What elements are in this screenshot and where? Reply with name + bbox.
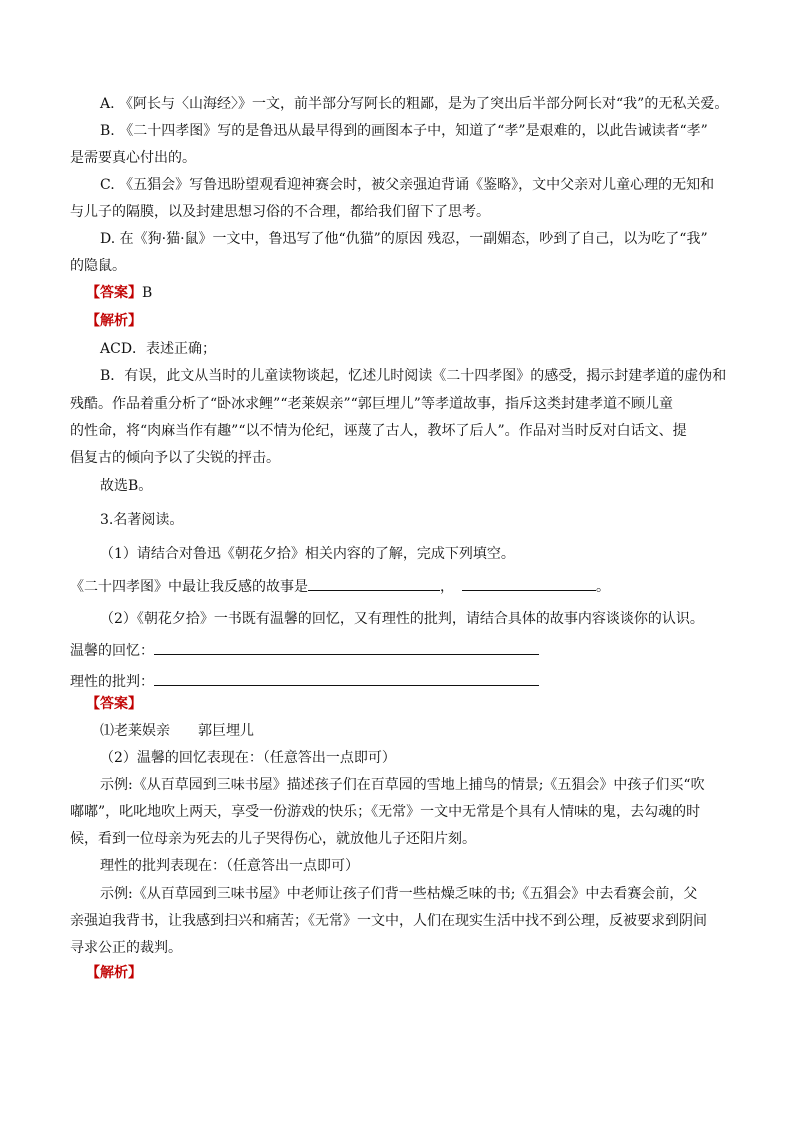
critical-example-line-3: 寻求公正的裁判。 bbox=[70, 940, 182, 956]
warm-memory-label: 温馨的回忆： bbox=[70, 643, 154, 659]
critical-judgment-label: 理性的批判： bbox=[70, 674, 154, 690]
warm-example-line-1: 示例:《从百草园到三味书屋》描述孩子们在百草园的雪地上捕鸟的情景;《五猖会》中孩子们买“吹 bbox=[100, 777, 705, 793]
analysis-tag-2: 【解析】 bbox=[86, 965, 142, 981]
fill-blank-1[interactable] bbox=[308, 576, 440, 591]
option-c-line-1: C. 《五猖会》写鲁迅盼望观看迎神赛会时，被父亲强迫背诵《鉴略》，文中父亲对儿童心理的无知和 bbox=[100, 177, 715, 193]
warm-memory-row bbox=[70, 640, 730, 661]
critical-example-line-1: 示例:《从百草园到三味书屋》中老师让孩子们背一些枯燥乏味的书;《五猖会》中去看赛会前，父 bbox=[100, 886, 698, 902]
question-3-fill-line bbox=[70, 576, 730, 597]
warm-example-line-3: 候，看到一位母亲为死去的儿子哭得伤心，就放他儿子还阳片刻。 bbox=[70, 831, 476, 847]
analysis-line-4: 的性命，将“肉麻当作有趣”“以不情为伦纪，诬蔑了古人，教坏了后人”。作品对当时反对白话文、提 bbox=[70, 423, 687, 439]
analysis-tag: 【解析】 bbox=[86, 313, 142, 329]
fill-comma: ， bbox=[440, 579, 454, 595]
warm-memory-answer-line[interactable] bbox=[154, 640, 539, 655]
option-c-line-2: 与儿子的隔膜，以及封建思想习俗的不合理，都给我们留下了思考。 bbox=[70, 204, 490, 220]
critical-heading: 理性的批判表现在：（任意答出一点即可） bbox=[100, 858, 359, 874]
analysis-conclusion: 故选B。 bbox=[100, 478, 153, 494]
question-3-title: 3.名著阅读。 bbox=[100, 512, 184, 528]
analysis-line-1: ACD．表述正确； bbox=[100, 341, 217, 357]
answer-tag-2: 【答案】 bbox=[86, 696, 142, 712]
answer-tag: 【答案】 bbox=[86, 285, 142, 301]
option-a: A. 《阿长与〈山海经〉》一文，前半部分写阿长的粗鄙，是为了突出后半部分阿长对“我”的无私关爱。 bbox=[100, 96, 729, 112]
option-b-line-2: 是需要真心付出的。 bbox=[70, 150, 196, 166]
analysis-line-2: B．有误，此文从当时的儿童读物谈起，忆述儿时阅读《二十四孝图》的感受，揭示封建孝道的虚伪和 bbox=[100, 368, 727, 384]
critical-judgment-row bbox=[70, 671, 730, 692]
answer-value: B bbox=[142, 285, 153, 301]
option-d-line-1: D. 在《狗·猫·鼠》一文中，鲁迅写了他“仇猫”的原因 残忍，一副媚态，吵到了自己，以为吃了“我” bbox=[100, 231, 708, 247]
option-d-line-2: 的隐鼠。 bbox=[70, 258, 126, 274]
answer-part-2-heading: （2）温馨的回忆表现在：（任意答出一点即可） bbox=[100, 750, 396, 766]
analysis-line-3: 残酷。作品着重分析了“卧冰求鲤”“老莱娱亲”“郭巨埋儿”等孝道故事，指斥这类封建孝道不顾儿童 bbox=[70, 396, 673, 412]
option-b-line-1: B. 《二十四孝图》写的是鲁迅从最早得到的画图本子中，知道了“孝”是艰难的，以此告诫读者“孝” bbox=[100, 123, 708, 139]
answer-part-1: ⑴老莱娱亲 郭巨埋儿 bbox=[100, 723, 254, 739]
fill-blank-2[interactable] bbox=[462, 576, 596, 591]
question-3-part-2: （2）《朝花夕拾》一书既有温馨的回忆，又有理性的批判，请结合具体的故事内容谈谈你的认识。 bbox=[100, 611, 704, 627]
critical-judgment-answer-line[interactable] bbox=[154, 671, 539, 686]
question-3-part-1: （1）请结合对鲁迅《朝花夕拾》相关内容的了解，完成下列填空。 bbox=[100, 546, 515, 562]
warm-example-line-2: 嘟嘟”，叱叱地吹上两天，享受一份游戏的快乐；《无常》一文中无常是个具有人情味的鬼，去勾魂的时 bbox=[70, 804, 701, 820]
analysis-line-5: 倡复古的倾向予以了尖锐的抨击。 bbox=[70, 450, 280, 466]
fill-end: 。 bbox=[596, 579, 610, 595]
fill-prefix: 《二十四孝图》中最让我反感的故事是 bbox=[70, 579, 308, 595]
answer-block bbox=[86, 283, 152, 303]
critical-example-line-2: 亲强迫我背书，让我感到扫兴和痛苦；《无常》一文中，人们在现实生活中找不到公理，反被要求到阴间 bbox=[70, 913, 707, 929]
